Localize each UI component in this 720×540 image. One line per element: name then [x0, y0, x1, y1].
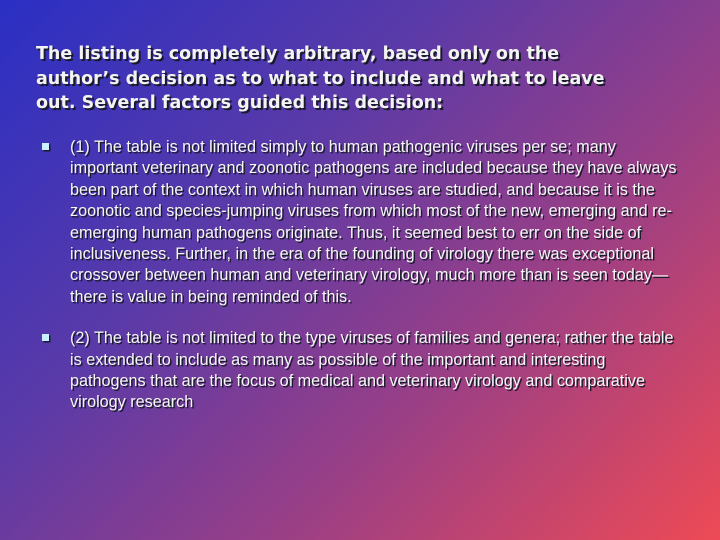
square-bullet-icon — [42, 334, 49, 341]
bullet-item-1 — [42, 137, 682, 308]
slide-title: The listing is completely arbitrary, based only on the author’s decision as to what to include and what to leave out. Several factors guided this decision: — [36, 44, 605, 113]
bullet-text-2: (2) The table is not limited to the type viruses of families and genera; rather the table is extended to include as many as possible of the important and interesting pathogens that are the focus of medical and veterinary virology and comparative virology research — [70, 329, 674, 412]
bullet-item-2 — [42, 328, 682, 414]
square-bullet-icon — [42, 143, 49, 150]
bullet-list — [42, 137, 682, 414]
bullet-text-1: (1) The table is not limited simply to human pathogenic viruses per se; many important veterinary and zoonotic pathogens are included because they have always been part of the context in which human viruses are studied, and because it is the zoonotic and species-jumping viruses from which most of the new, emerging and re-emerging human pathogens originate. Thus, it seemed best to err on the side of inclusiveness. Further, in the era of the founding of virology there was exceptional crossover between human and veterinary virology, much more than is seen today—there is value in being reminded of this. — [70, 138, 677, 306]
